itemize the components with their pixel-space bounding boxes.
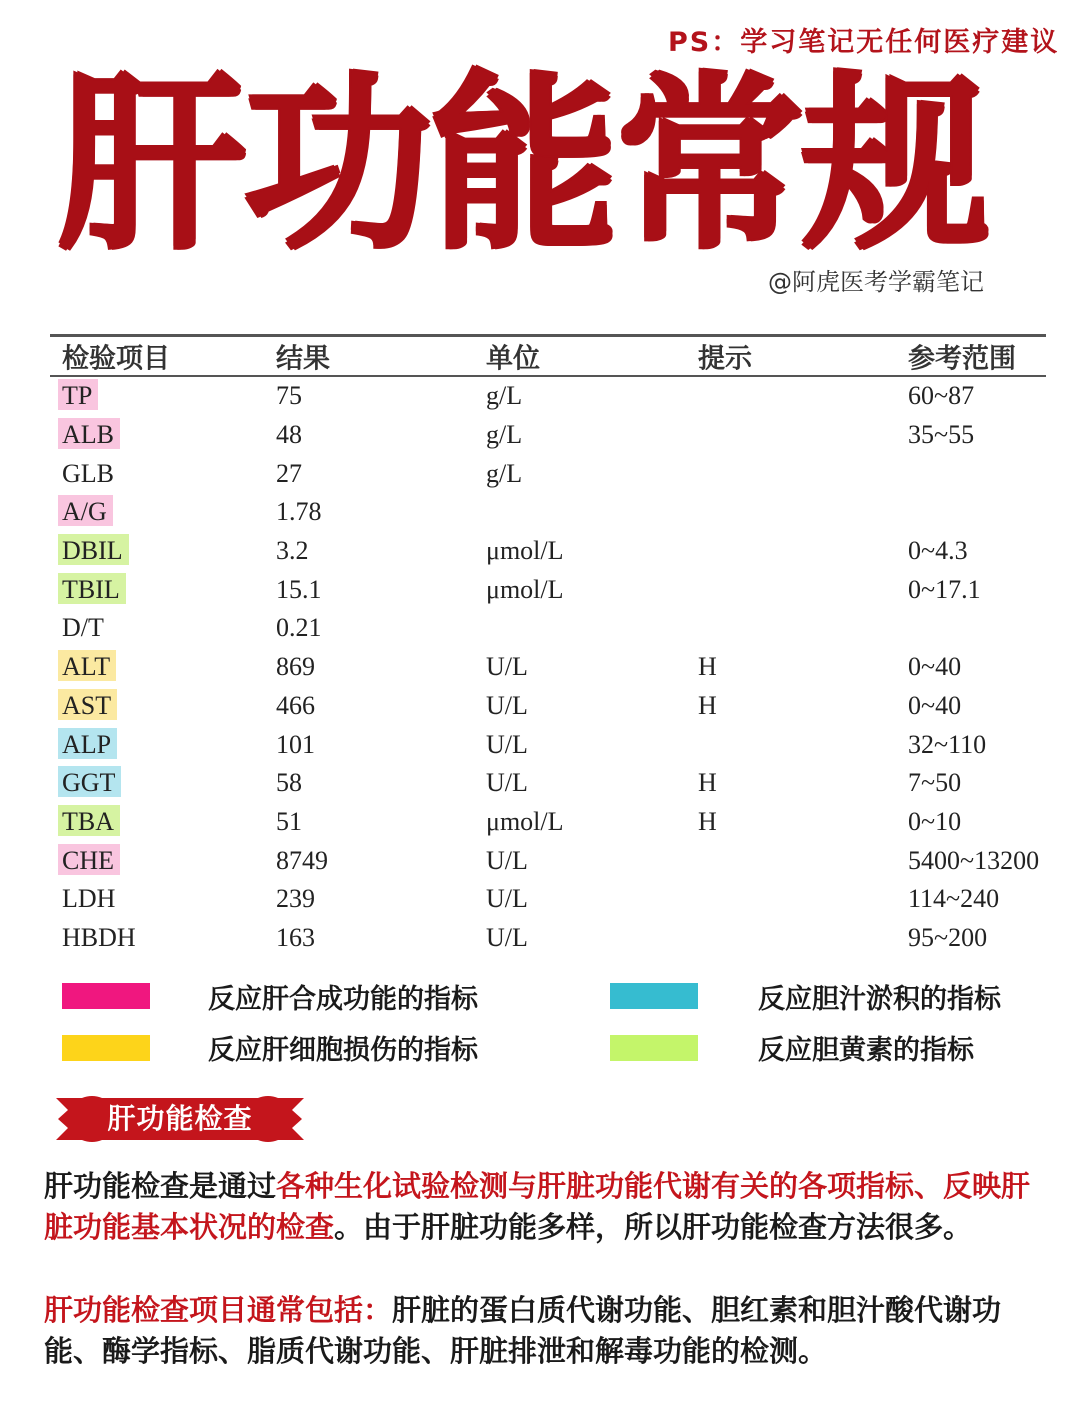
header-flag: 提示 [698, 343, 752, 375]
cell-unit: U/L [486, 690, 528, 720]
cell-range: 0~17.1 [908, 574, 981, 604]
cell-item [62, 613, 104, 643]
cell-unit: U/L [486, 729, 528, 759]
cell-range: 35~55 [908, 420, 975, 450]
item-code: D/T [62, 613, 104, 643]
cell-flag: H [698, 768, 717, 798]
cell-item [62, 381, 98, 411]
cell-unit: g/L [486, 458, 523, 488]
legend-swatch-cholestasis [610, 983, 698, 1009]
cell-unit: μmol/L [486, 536, 564, 566]
legend-swatch-bilirubin [610, 1035, 698, 1061]
item-code: DBIL [58, 534, 129, 565]
cell-result: 27 [276, 458, 302, 488]
cell-result: 466 [276, 690, 315, 720]
cell-unit: g/L [486, 420, 523, 450]
cell-result: 51 [276, 806, 302, 836]
item-code: TBA [58, 805, 120, 836]
table-row [50, 570, 1046, 609]
cell-flag: H [698, 806, 717, 836]
items-text-body: 肝脏的蛋白质代谢功能、胆红素和胆汁酸代谢功能、酶学指标、脂质代谢功能、肝脏排泄和解毒功能的检测。 [44, 1293, 1002, 1368]
cell-item [62, 459, 114, 489]
legend-label-synthesis: 反应肝合成功能的指标 [208, 984, 478, 1015]
legend-label-hepatocyte: 反应肝细胞损伤的指标 [208, 1035, 478, 1066]
header-result: 结果 [276, 343, 330, 375]
cell-unit: μmol/L [486, 574, 564, 604]
cell-range: 0~10 [908, 806, 962, 836]
cell-result: 101 [276, 729, 315, 759]
items-text-lead: 肝功能检查项目通常包括： [44, 1293, 393, 1327]
table-row [50, 725, 1046, 764]
cell-result: 869 [276, 652, 315, 682]
table-row [50, 764, 1046, 803]
table-header-row [50, 337, 1046, 375]
cell-range: 60~87 [908, 381, 975, 411]
cell-range: 0~40 [908, 652, 962, 682]
table-row [50, 919, 1046, 958]
legend-label-bilirubin: 反应胆黄素的指标 [758, 1035, 974, 1066]
author-handle: @阿虎医考学霸笔记 [768, 268, 984, 296]
item-code: TBIL [58, 573, 126, 604]
cell-unit: U/L [486, 768, 528, 798]
intro-text-highlight: 各种生化试验检测与肝脏功能代谢有关的各项指标、反映肝脏功能基本状况的检查 [44, 1169, 1031, 1244]
cell-item [62, 807, 120, 837]
cell-unit: U/L [486, 652, 528, 682]
items-paragraph [44, 1290, 1034, 1372]
cell-item [62, 652, 116, 682]
intro-text-c: 。由于肝脏功能多样，所以肝功能检查方法很多。 [334, 1210, 973, 1244]
cell-result: 58 [276, 768, 302, 798]
cell-result: 75 [276, 381, 302, 411]
cell-result: 1.78 [276, 497, 322, 527]
item-code: AST [58, 689, 117, 720]
cell-item [62, 884, 115, 914]
cell-item [62, 923, 136, 953]
table-row [50, 532, 1046, 571]
cell-item [62, 768, 121, 798]
cell-range: 7~50 [908, 768, 962, 798]
cell-flag: H [698, 652, 717, 682]
table-row [50, 609, 1046, 648]
header-range: 参考范围 [908, 343, 1016, 375]
item-code: GLB [62, 458, 114, 488]
cell-unit: μmol/L [486, 806, 564, 836]
cell-range: 5400~13200 [908, 845, 1040, 875]
item-code: TP [58, 379, 98, 410]
cell-range: 0~4.3 [908, 536, 968, 566]
cell-item [62, 846, 120, 876]
cell-range: 95~200 [908, 922, 988, 952]
cell-result: 0.21 [276, 613, 322, 643]
item-code: ALT [58, 650, 116, 681]
disclaimer-note: PS：学习笔记无任何医疗建议 [668, 27, 1060, 58]
section-title: 肝功能检查 [107, 1102, 253, 1135]
intro-text-a: 肝功能检查是通过 [44, 1169, 277, 1203]
cell-result: 15.1 [276, 574, 322, 604]
table-row [50, 648, 1046, 687]
cell-unit: U/L [486, 845, 528, 875]
cell-item [62, 536, 129, 566]
item-code: CHE [58, 844, 120, 875]
table-row [50, 493, 1046, 532]
header-item: 检验项目 [62, 343, 170, 375]
legend-swatch-hepatocyte [62, 1035, 150, 1061]
cell-unit: U/L [486, 922, 528, 952]
cell-item [62, 691, 117, 721]
cell-result: 48 [276, 420, 302, 450]
cell-range: 32~110 [908, 729, 987, 759]
table-row [50, 377, 1046, 416]
legend-label-cholestasis: 反应胆汁淤积的指标 [758, 984, 1001, 1015]
header-unit: 单位 [486, 343, 540, 375]
table-row [50, 687, 1046, 726]
cell-item [62, 730, 117, 760]
cell-item [62, 420, 120, 450]
table-row [50, 803, 1046, 842]
item-code: GGT [58, 766, 121, 797]
legend-swatch-synthesis [62, 983, 150, 1009]
lab-results-table [50, 334, 1046, 957]
cell-result: 8749 [276, 845, 328, 875]
table-row [50, 454, 1046, 493]
cell-unit: g/L [486, 381, 523, 411]
item-code: ALB [58, 418, 120, 449]
item-code: A/G [58, 495, 113, 526]
table-row [50, 841, 1046, 880]
cell-result: 3.2 [276, 536, 309, 566]
cell-result: 239 [276, 884, 315, 914]
cell-range: 114~240 [908, 884, 1000, 914]
page-title: 肝功能常规 [58, 56, 988, 275]
cell-item [62, 575, 126, 605]
table-row [50, 880, 1046, 919]
cell-unit: U/L [486, 884, 528, 914]
section-badge [56, 1094, 304, 1144]
intro-paragraph [44, 1166, 1034, 1248]
cell-item [62, 497, 113, 527]
cell-flag: H [698, 690, 717, 720]
table-row [50, 416, 1046, 455]
item-code: HBDH [62, 922, 136, 952]
cell-result: 163 [276, 922, 315, 952]
table-body [50, 377, 1046, 957]
item-code: LDH [62, 884, 116, 914]
cell-range: 0~40 [908, 690, 962, 720]
item-code: ALP [58, 728, 117, 759]
